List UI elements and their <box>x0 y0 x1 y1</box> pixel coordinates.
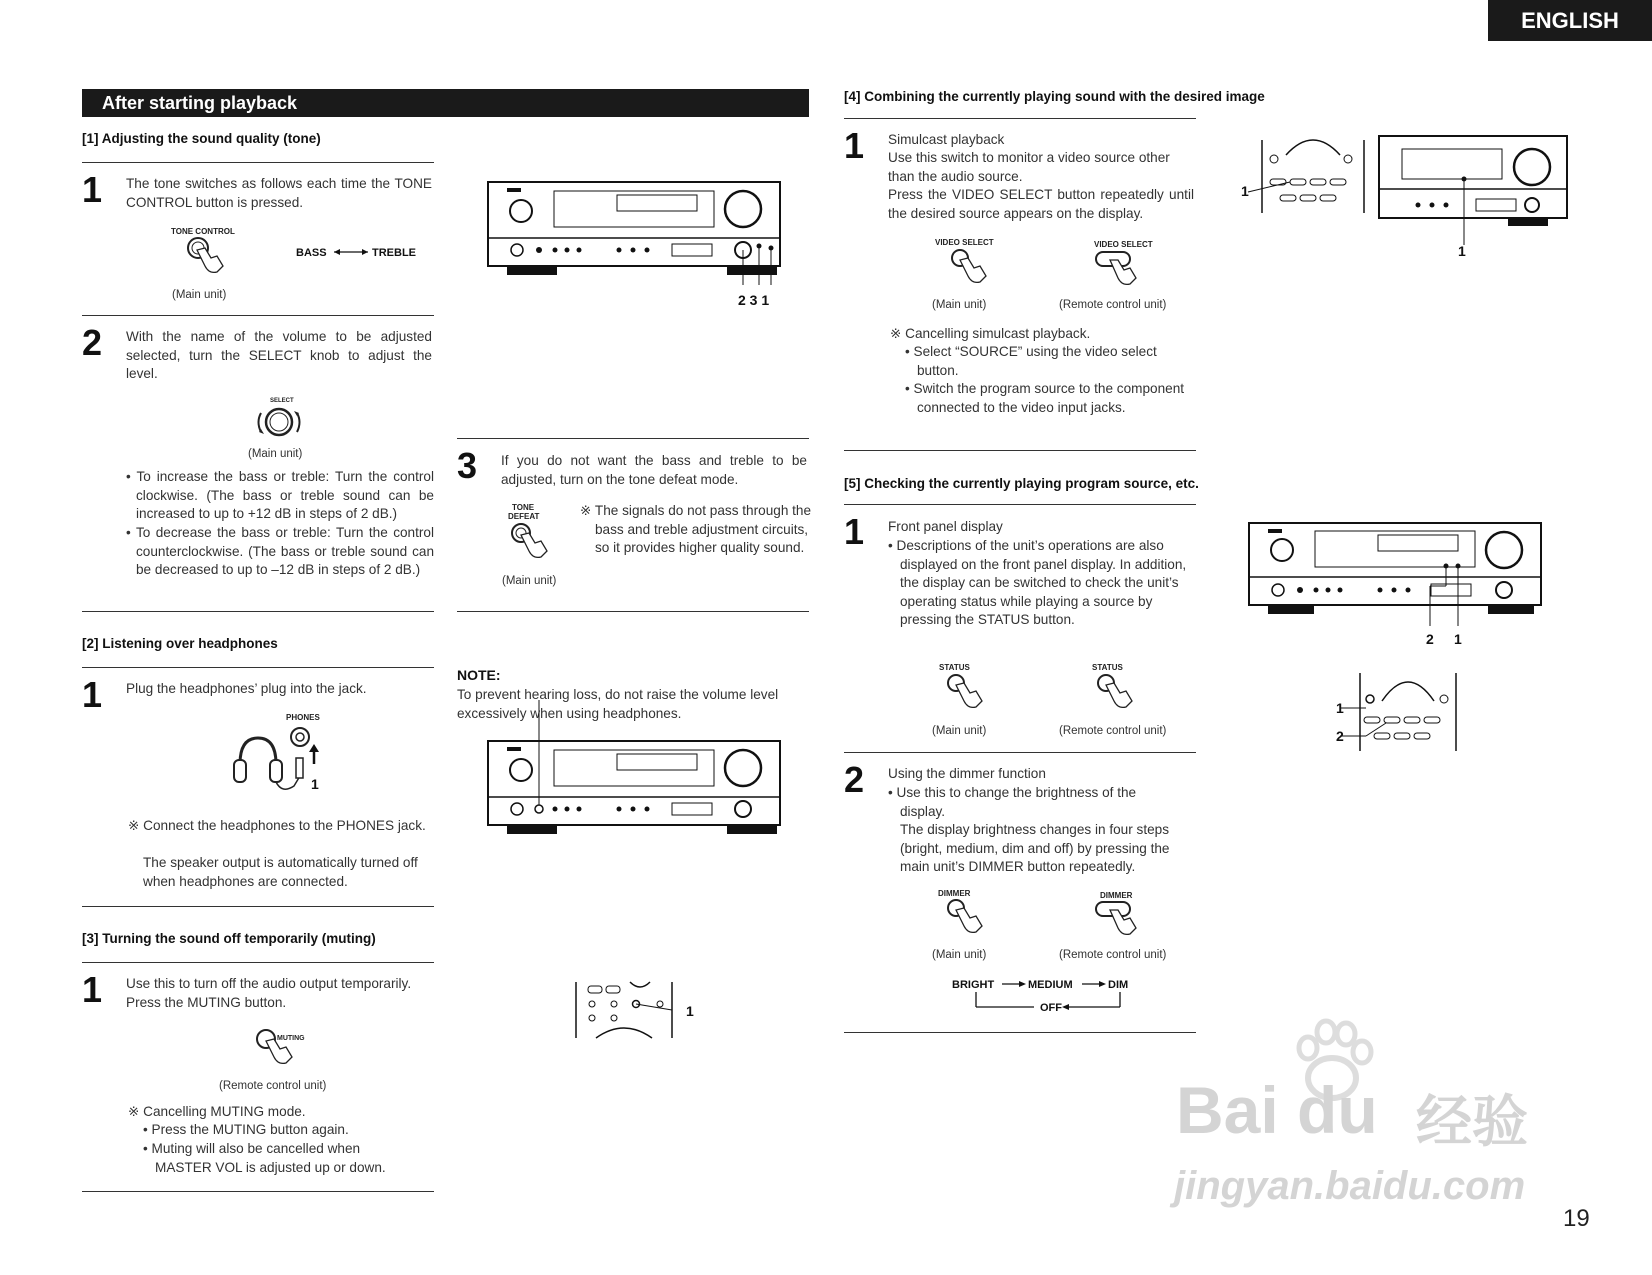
step-number: 1 <box>844 125 865 166</box>
receiver-front-panel-diagram <box>487 740 781 842</box>
divider <box>82 962 434 963</box>
button-label: VIDEO SELECT <box>1094 240 1153 249</box>
diagram-number: 1 <box>1241 183 1249 199</box>
caption: (Main unit) <box>932 949 987 961</box>
button-label: TONE <box>512 503 535 512</box>
button-label: MUTING <box>277 1035 305 1042</box>
section-title-simulcast: [4] Combining the currently playing sound with the desired image <box>844 89 1265 104</box>
caption: (Remote control unit) <box>1059 725 1167 737</box>
receiver-front-panel-diagram <box>1248 522 1542 614</box>
step-text: If you do not want the bass and treble to be adjusted, turn on the tone defeat mode. <box>501 453 807 487</box>
bullet-item: • Switch the program source to the component connected to the video input jacks. <box>905 381 1185 415</box>
divider <box>457 438 809 439</box>
step-number: 1 <box>844 511 865 552</box>
step-text: Use this switch to monitor a video source other than the audio source. <box>888 150 1170 184</box>
note-text: ※ Connect the headphones to the PHONES jack. <box>128 818 426 833</box>
section-heading: After starting playback <box>82 89 809 117</box>
dimmer-medium-label: MEDIUM <box>1028 979 1073 991</box>
hand-press-button-icon <box>509 521 559 563</box>
divider <box>82 1191 434 1192</box>
jack-label: PHONES <box>286 713 320 722</box>
treble-label: TREBLE <box>372 247 416 259</box>
step-text: The display brightness changes in four steps (bright, medium, dim and off) by pressing the main unit’s DIMMER button repeatedly. <box>900 822 1170 875</box>
watermark-brand: Bai du <box>1176 1073 1378 1147</box>
caption: (Remote control unit) <box>219 1080 327 1092</box>
diagram-number: 1 <box>1336 700 1344 716</box>
dimmer-dim-label: DIM <box>1108 979 1129 991</box>
remote-control-fragment-diagram <box>574 982 674 1040</box>
hand-press-button-icon <box>944 673 994 715</box>
hand-press-remote-button-icon <box>1094 250 1150 292</box>
hand-press-button-icon <box>254 1027 304 1071</box>
button-label: DIMMER <box>1100 891 1133 900</box>
divider <box>82 315 434 316</box>
diagram-number: 1 <box>311 776 319 792</box>
divider <box>82 667 434 668</box>
page-number: 19 <box>1563 1205 1590 1232</box>
select-knob-icon <box>254 405 304 439</box>
button-label: DEFEAT <box>508 512 540 521</box>
divider <box>844 450 1196 451</box>
divider <box>844 504 1196 505</box>
remote-control-fragment-diagram <box>1248 135 1368 215</box>
button-label: VIDEO SELECT <box>935 238 994 247</box>
button-label: TONE CONTROL <box>171 227 235 236</box>
step-heading: Simulcast playback <box>888 132 1005 147</box>
bullet-item: • To increase the bass or treble: Turn the control clockwise. (The bass or treble sound can be increased to up to +12 dB in steps of 2 dB.) <box>126 469 434 522</box>
step-text: With the name of the volume to be adjusted selected, turn the SELECT knob to adjust the level. <box>126 329 432 382</box>
section-title-status: [5] Checking the currently playing program source, etc. <box>844 476 1199 491</box>
diagram-number: 2 <box>1426 631 1434 647</box>
divider <box>844 118 1196 119</box>
note-text: ※ The signals do not pass through the bass and treble adjustment circuits, so it provides higher quality sound. <box>580 503 812 556</box>
step-heading: Using the dimmer function <box>888 766 1046 781</box>
hand-press-remote-button-icon <box>1094 900 1150 942</box>
divider <box>82 162 434 163</box>
receiver-front-panel-diagram <box>487 181 781 283</box>
step-number: 1 <box>82 169 103 210</box>
step-number: 3 <box>457 445 478 486</box>
hand-press-button-icon <box>944 898 994 940</box>
button-label: DIMMER <box>938 889 971 898</box>
note-text: The speaker output is automatically turned off when headphones are connected. <box>143 855 418 889</box>
bass-label: BASS <box>296 247 327 259</box>
dimmer-off-label: OFF <box>1040 1002 1062 1014</box>
caption: (Remote control unit) <box>1059 949 1167 961</box>
caption: (Main unit) <box>932 725 987 737</box>
step-text: Plug the headphones’ plug into the jack. <box>126 681 367 696</box>
watermark-url: jingyan.baidu.com <box>1174 1164 1526 1208</box>
remote-control-fragment-diagram <box>1340 671 1460 753</box>
headphones-icon <box>232 724 322 796</box>
bullet-item: • Press the MUTING button again. <box>143 1122 349 1137</box>
caption: (Main unit) <box>932 299 987 311</box>
receiver-front-panel-diagram <box>1378 135 1568 227</box>
section-title-tone: [1] Adjusting the sound quality (tone) <box>82 131 321 146</box>
step-text: The tone switches as follows each time the TONE CONTROL button is pressed. <box>126 176 432 210</box>
diagram-number: 1 <box>1454 631 1462 647</box>
button-label: STATUS <box>1092 663 1123 672</box>
bullet-item: • Use this to change the brightness of the display. <box>888 785 1137 819</box>
diagram-number: 2 <box>1336 728 1344 744</box>
bullet-item: • To decrease the bass or treble: Turn the control counterclockwise. (The bass or treble sound can be decreased to up to –12 dB in steps of 2 dB.) <box>126 525 434 578</box>
section-title-muting: [3] Turning the sound off temporarily (muting) <box>82 931 376 946</box>
dimmer-cycle-arrows <box>976 978 1129 1012</box>
hand-press-button-icon <box>183 236 233 278</box>
step-number: 2 <box>844 759 865 800</box>
divider <box>844 752 1196 753</box>
diagram-number: 1 <box>1458 243 1466 259</box>
note-text: ※ Cancelling simulcast playback. <box>890 326 1091 341</box>
divider <box>844 1032 1196 1033</box>
language-tab: ENGLISH <box>1488 0 1652 41</box>
note-title: NOTE: <box>457 667 501 683</box>
step-text: Use this to turn off the audio output temporarily. Press the MUTING button. <box>126 976 412 1010</box>
step-number: 1 <box>82 969 103 1010</box>
step-text: Press the VIDEO SELECT button repeatedly until the desired source appears on the display. <box>888 187 1194 221</box>
step-heading: Front panel display <box>888 519 1003 534</box>
dimmer-bright-label: BRIGHT <box>952 979 995 991</box>
double-arrow-icon <box>332 247 370 257</box>
bullet-item: • Muting will also be cancelled when MASTER VOL is adjusted up or down. <box>143 1141 386 1175</box>
hand-press-button-icon <box>948 248 998 290</box>
bullet-item: • Descriptions of the unit’s operations are also displayed on the front panel display. In addition, the display can be switched to check the unit’s operating status while playing a source by pressing the STATUS button. <box>888 538 1187 628</box>
divider <box>82 611 434 612</box>
bullet-item: • Select “SOURCE” using the video select button. <box>905 344 1157 378</box>
note-text: To prevent hearing loss, do not raise the volume level excessively when using headphones. <box>457 687 779 721</box>
note-text: ※ Cancelling MUTING mode. <box>128 1104 306 1119</box>
hand-press-remote-button-icon <box>1094 673 1144 715</box>
caption: (Main unit) <box>172 289 227 301</box>
caption: (Main unit) <box>248 448 303 460</box>
step-number: 1 <box>82 674 103 715</box>
step-number: 2 <box>82 322 103 363</box>
diagram-numbers: 2 3 1 <box>738 292 770 308</box>
divider <box>82 906 434 907</box>
caption: (Remote control unit) <box>1059 299 1167 311</box>
button-label: STATUS <box>939 663 970 672</box>
divider <box>457 611 809 612</box>
diagram-number: 1 <box>686 1003 694 1019</box>
knob-label: SELECT <box>270 398 294 404</box>
section-title-headphones: [2] Listening over headphones <box>82 636 278 651</box>
caption: (Main unit) <box>502 575 557 587</box>
watermark-brand-cn: 经验 <box>1416 1090 1528 1153</box>
